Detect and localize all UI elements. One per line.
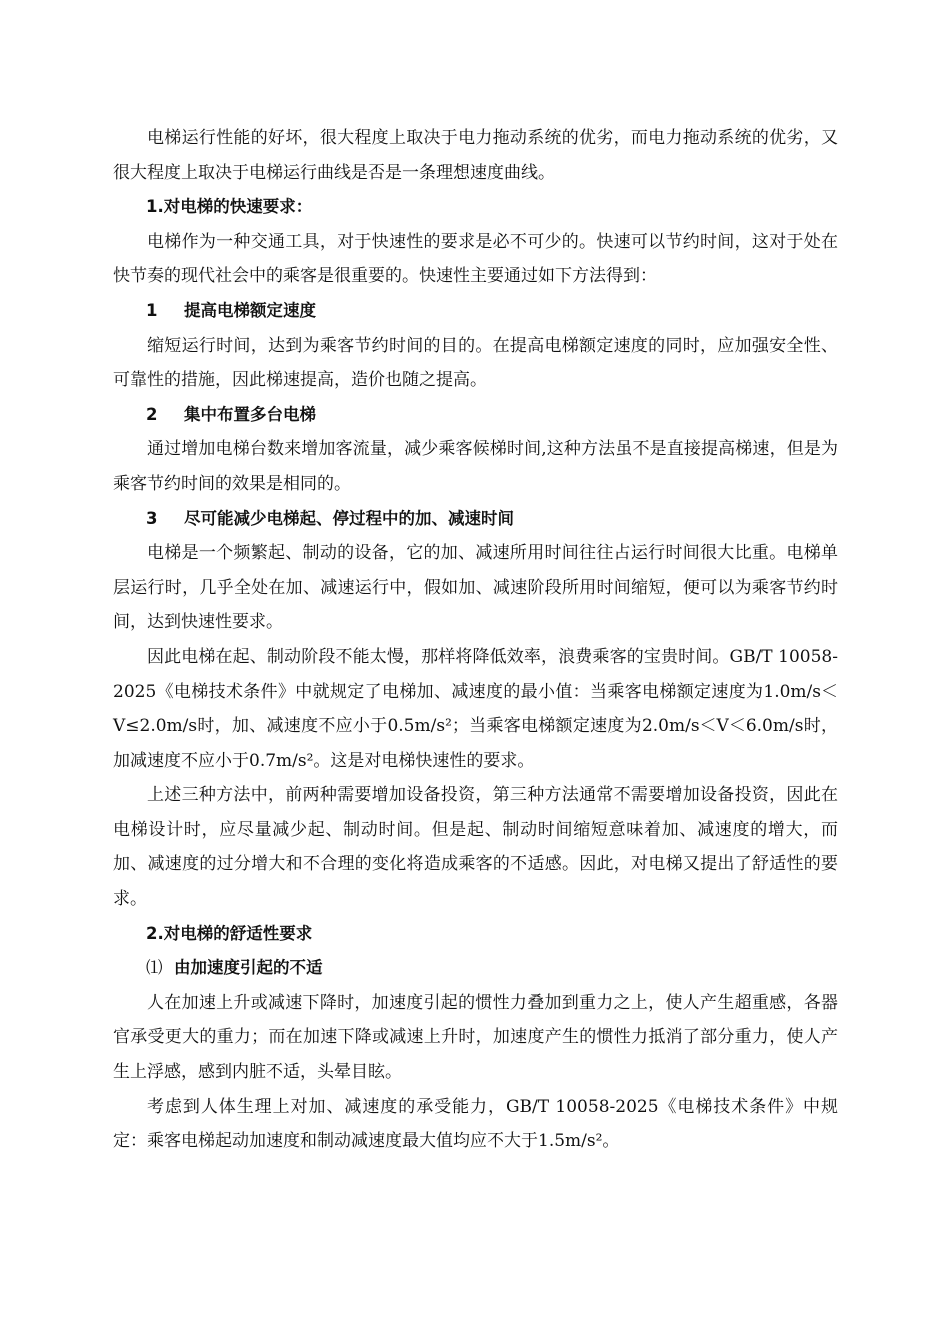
paragraph: 电梯作为一种交通工具，对于快速性的要求是必不可少的。快速可以节约时间，这对于处在快节奏的现代社会中的乘客是很重要的。快速性主要通过如下方法得到： bbox=[113, 231, 838, 287]
heading-number: 2. bbox=[146, 923, 164, 943]
subsection-heading bbox=[113, 398, 838, 433]
section-heading bbox=[113, 917, 838, 952]
heading-text: 尽可能减少电梯起、停过程中的加、减速时间 bbox=[184, 508, 514, 528]
heading-text: 由加速度引起的不适 bbox=[174, 958, 323, 978]
heading-number: 3 bbox=[146, 508, 158, 528]
paragraph: 电梯是一个频繁起、制动的设备，它的加、减速所用时间往往占运行时间很大比重。电梯单层运行时，几乎全处在加、减速运行中，假如加、减速阶段所用时间缩短，便可以为乘客节约时间，达到快速性要求。 bbox=[113, 543, 838, 633]
paragraph: 因此电梯在起、制动阶段不能太慢，那样将降低效率，浪费乘客的宝贵时间。GB/T 10058-2025《电梯技术条件》中就规定了电梯加、减速度的最小值：当乘客电梯额定速度为1.0m/s＜V≤2.0m/s时，加、减速度不应小于0.5m/s²；当乘客电梯额定速度为2.0m/s＜V＜6.0m/s时，加减速度不应小于0.7m/s²。这是对电梯快速性的要求。 bbox=[113, 646, 838, 771]
paragraph: 电梯运行性能的好坏，很大程度上取决于电力拖动系统的优劣，而电力拖动系统的优劣，又很大程度上取决于电梯运行曲线是否是一条理想速度曲线。 bbox=[113, 128, 838, 183]
heading-text: 对电梯的快速要求： bbox=[163, 197, 313, 217]
paragraph: 上述三种方法中，前两种需要增加设备投资，第三种方法通常不需要增加设备投资，因此在电梯设计时，应尽量减少起、制动时间。但是起、制动时间缩短意味着加、减速度的增大，而加、减速度的过分增大和不合理的变化将造成乘客的不适感。因此，对电梯又提出了舒适性的要求。 bbox=[113, 785, 838, 910]
heading-number: 1. bbox=[146, 197, 164, 217]
paragraph: 考虑到人体生理上对加、减速度的承受能力，GB/T 10058-2025《电梯技术条件》中规定：乘客电梯起动加速度和制动减速度最大值均应不大于1.5m/s²。 bbox=[113, 1096, 838, 1152]
heading-number: 2 bbox=[146, 404, 158, 424]
paragraph: 通过增加电梯台数来增加客流量，减少乘客候梯时间,这种方法虽不是直接提高梯速，但是为乘客节约时间的效果是相同的。 bbox=[113, 439, 838, 494]
section-heading bbox=[113, 190, 838, 225]
subsection-heading bbox=[113, 951, 838, 986]
heading-number: 1 bbox=[146, 300, 158, 320]
paragraph: 人在加速上升或减速下降时，加速度引起的惯性力叠加到重力之上，使人产生超重感，各器官承受更大的重力；而在加速下降或减速上升时，加速度产生的惯性力抵消了部分重力，使人产生上浮感，感到内脏不适，头晕目眩。 bbox=[113, 992, 838, 1083]
heading-text: 集中布置多台电梯 bbox=[184, 404, 316, 424]
subsection-heading bbox=[113, 502, 838, 537]
heading-number: ⑴ bbox=[146, 958, 163, 978]
heading-text: 对电梯的舒适性要求 bbox=[163, 923, 313, 943]
subsection-heading bbox=[113, 294, 838, 329]
paragraph: 缩短运行时间，达到为乘客节约时间的目的。在提高电梯额定速度的同时，应加强安全性、可靠性的措施，因此梯速提高，造价也随之提高。 bbox=[113, 335, 838, 391]
document-body bbox=[113, 121, 838, 1159]
heading-text: 提高电梯额定速度 bbox=[184, 300, 316, 320]
